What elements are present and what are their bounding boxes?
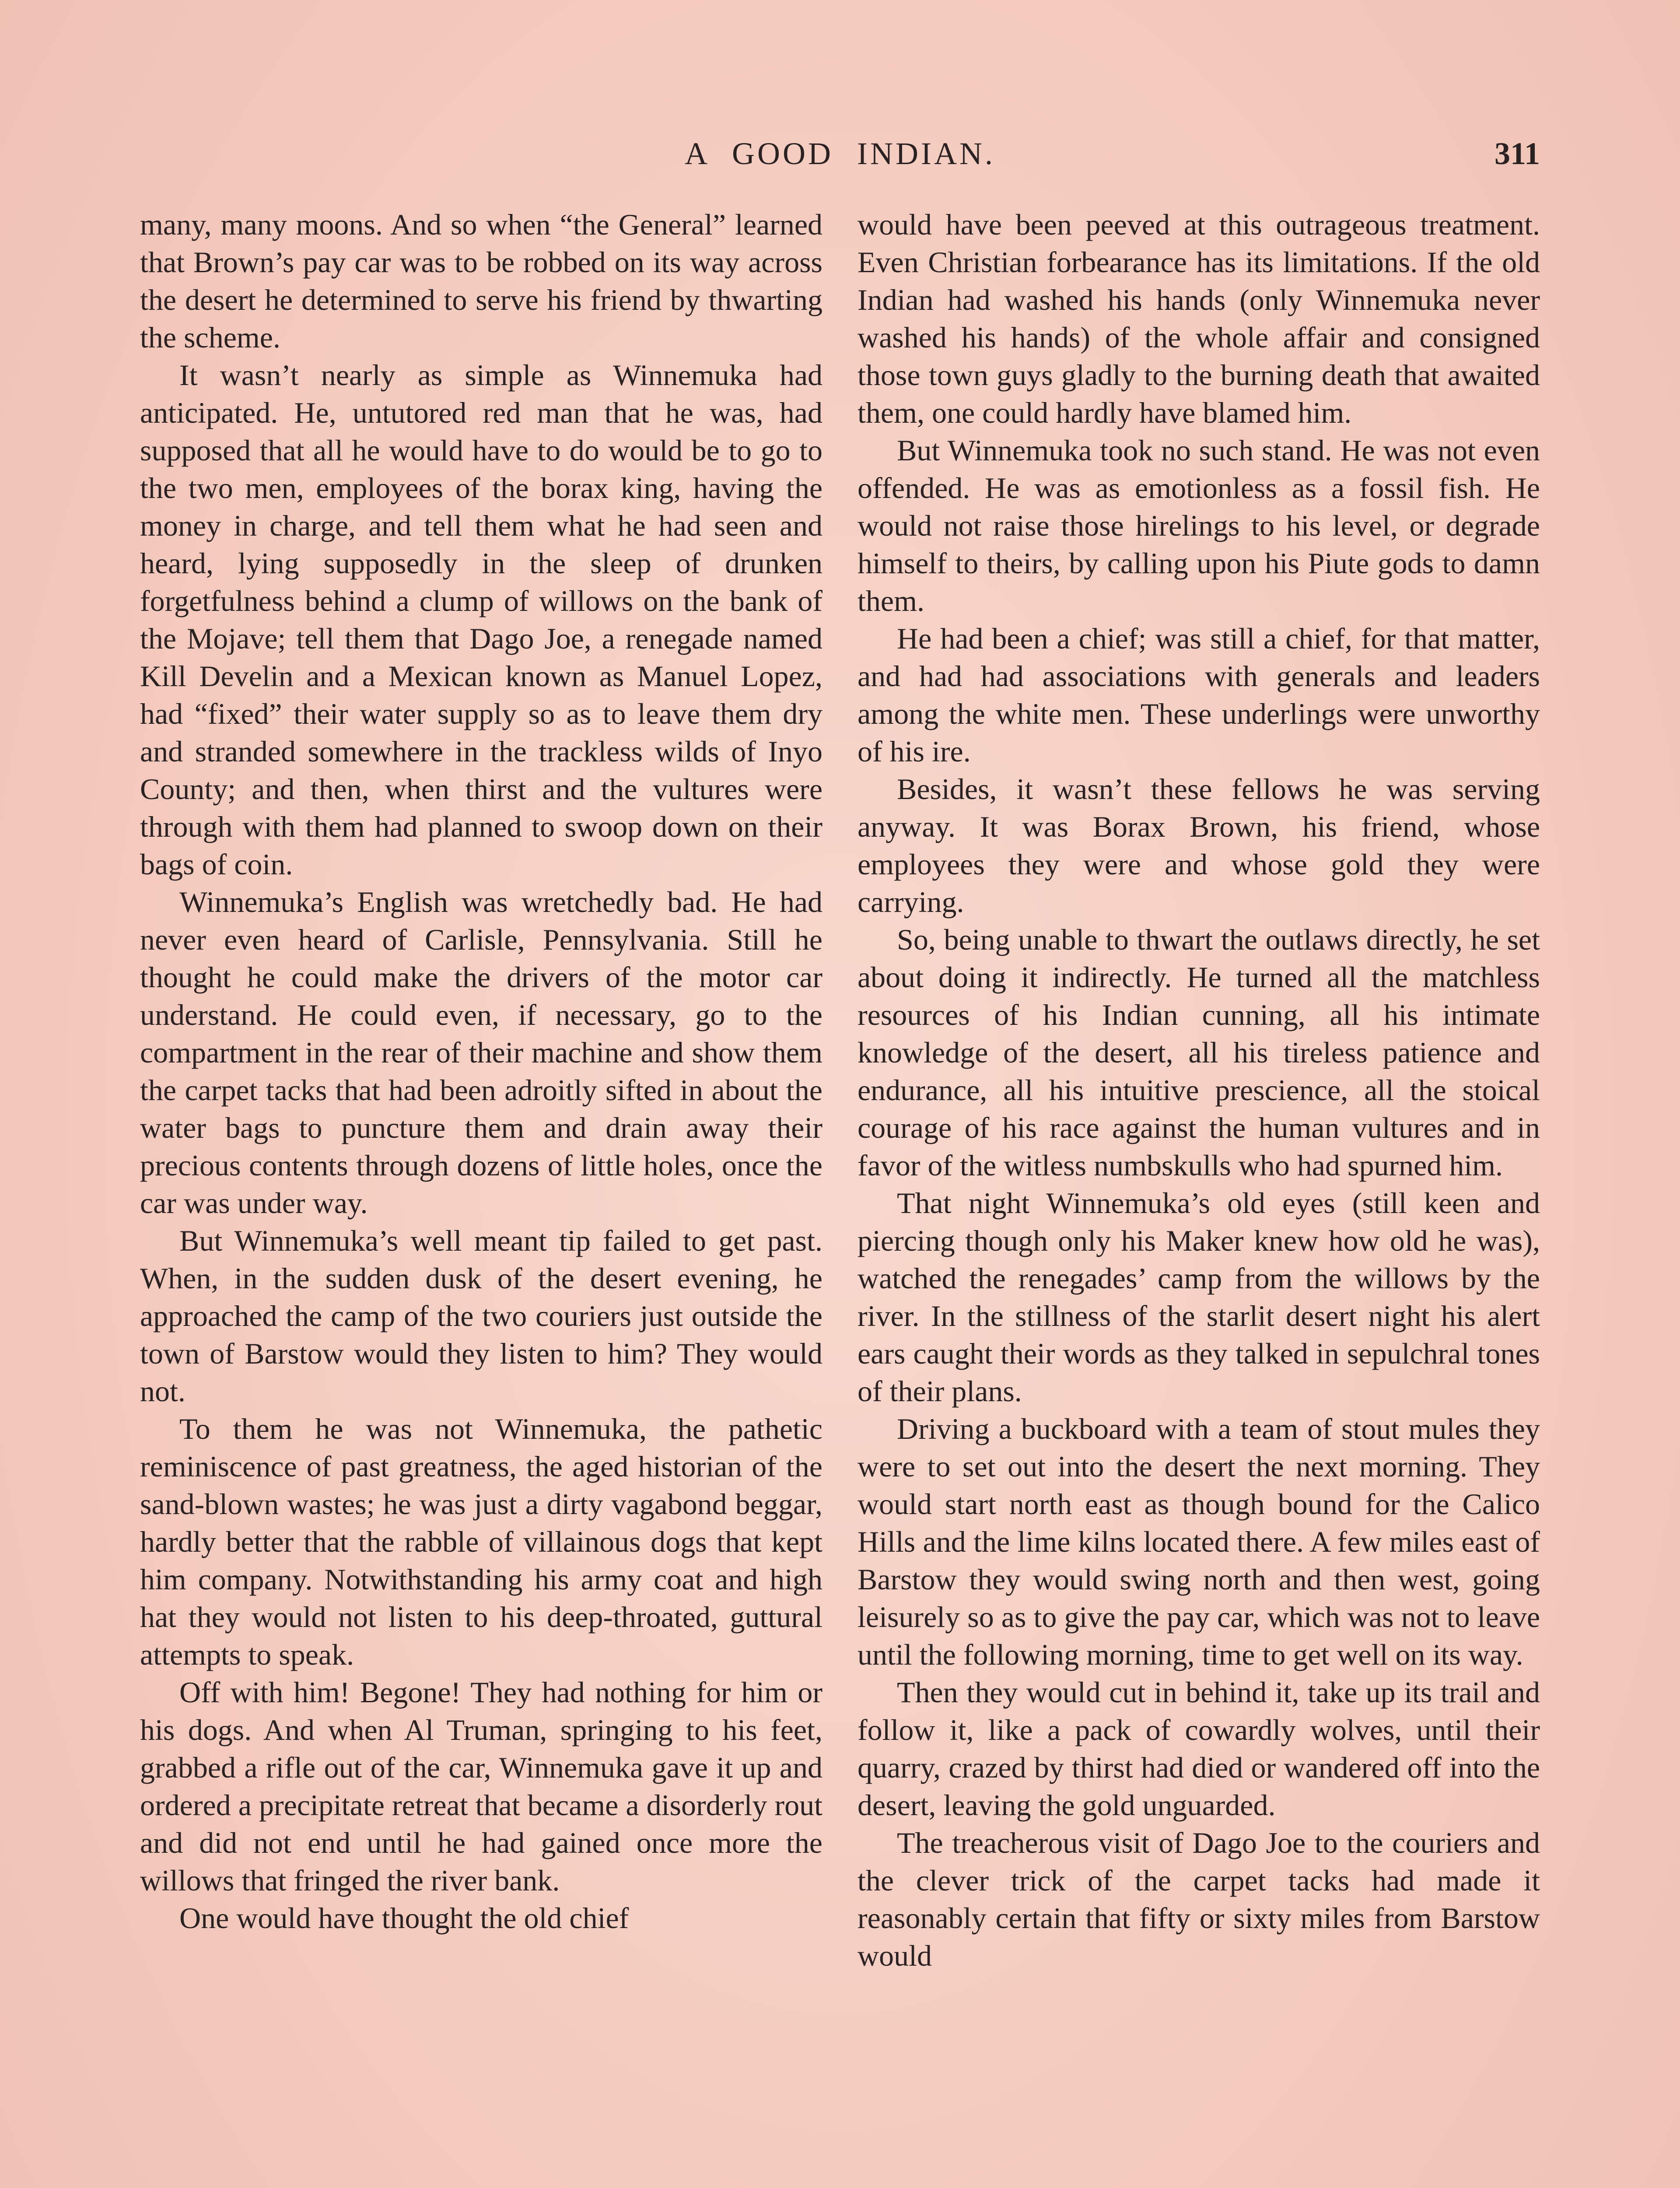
- paragraph: many, many moons. And so when “the General” learned that Brown’s pay car was to be robbed on its way across the desert he determined to serve his friend by thwarting the scheme.: [140, 208, 822, 354]
- paragraph: He had been a chief; was still a chief, for that matter, and had had associations with generals and leaders among the white men. These underlings were unworthy of his ire.: [858, 622, 1540, 768]
- paragraph: The treacherous visit of Dago Joe to the couriers and the clever trick of the carpet tacks had made it reasonably certain that fifty or sixty miles from Barstow would: [858, 1826, 1540, 1972]
- paragraph: Besides, it wasn’t these fellows he was serving anyway. It was Borax Brown, his friend, whose employees they were and whose gold they were carrying.: [858, 772, 1540, 919]
- paragraph: Winnemuka’s English was wretchedly bad. He had never even heard of Carlisle, Pennsylvania. Still he thought he could make the drivers of the motor car understand. He could even, if necessary, go to the compartment in the rear of their machine and show them the carpet tacks that had been adroitly sifted in about the water bags to puncture them and drain away their precious contents through dozens of little holes, once the car was under way.: [140, 885, 822, 1220]
- running-title: A GOOD INDIAN.: [685, 136, 995, 171]
- text-columns: [140, 206, 1540, 2188]
- paragraph: would have been peeved at this outrageous treatment. Even Christian forbearance has its limitations. If the old Indian had washed his hands (only Winnemuka never washed his hands) of the whole affair and consigned those town guys gladly to the burning death that awaited them, one could hardly have blamed him.: [858, 208, 1540, 429]
- paragraph: Driving a buckboard with a team of stout mules they were to set out into the desert the next morning. They would start north east as though bound for the Calico Hills and the lime kilns located there. A few miles east of Barstow they would swing north and then west, going leisurely so as to give the pay car, which was not to leave until the following morning, time to get well on its way.: [858, 1412, 1540, 1671]
- page-header: [140, 136, 1540, 188]
- paragraph: But Winnemuka’s well meant tip failed to get past. When, in the sudden dusk of the desert evening, he approached the camp of the two couriers just outside the town of Barstow would they listen to him? They would not.: [140, 1224, 822, 1408]
- paragraph: So, being unable to thwart the outlaws directly, he set about doing it indirectly. He turned all the matchless resources of his Indian cunning, all his intimate knowledge of the desert, all his tireless patience and endurance, all his intuitive prescience, all the stoical courage of his race against the human vultures and in favor of the witless numbskulls who had spurned him.: [858, 923, 1540, 1182]
- paragraph: But Winnemuka took no such stand. He was not even offended. He was as emotionless as a fossil fish. He would not raise those hirelings to his level, or degrade himself to theirs, by calling upon his Piute gods to damn them.: [858, 434, 1540, 617]
- page-number: 311: [1494, 136, 1540, 171]
- left-column: [140, 206, 822, 2188]
- paragraph: That night Winnemuka’s old eyes (still keen and piercing though only his Maker knew how old he was), watched the renegades’ camp from the willows by the river. In the stillness of the starlit desert night his alert ears caught their words as they talked in sepulchral tones of their plans.: [858, 1186, 1540, 1408]
- paragraph: One would have thought the old chief: [179, 1901, 629, 1935]
- paragraph: To them he was not Winnemuka, the pathetic reminiscence of past greatness, the aged historian of the sand-blown wastes; he was just a dirty vagabond beggar, hardly better that the rabble of villainous dogs that kept him company. Notwithstanding his army coat and high hat they would not listen to his deep-throated, guttural attempts to speak.: [140, 1412, 822, 1671]
- paragraph: Off with him! Begone! They had nothing for him or his dogs. And when Al Truman, springing to his feet, grabbed a rifle out of the car, Winnemuka gave it up and ordered a precipitate retreat that became a disorderly rout and did not end until he had gained once more the willows that fringed the river bank.: [140, 1676, 822, 1897]
- paragraph: It wasn’t nearly as simple as Winnemuka had anticipated. He, untutored red man that he was, had supposed that all he would have to do would be to go to the two men, employees of the borax king, having the money in charge, and tell them what he had seen and heard, lying supposedly in the sleep of drunken forgetfulness behind a clump of willows on the bank of the Mojave; tell them that Dago Joe, a renegade named Kill Develin and a Mexican known as Manuel Lopez, had “fixed” their water supply so as to leave them dry and stranded somewhere in the trackless wilds of Inyo County; and then, when thirst and the vultures were through with them had planned to swoop down on their bags of coin.: [140, 358, 822, 881]
- right-column: [858, 206, 1540, 2188]
- paragraph: Then they would cut in behind it, take up its trail and follow it, like a pack of cowardly wolves, until their quarry, crazed by thirst had died or wandered off into the desert, leaving the gold unguarded.: [858, 1676, 1540, 1822]
